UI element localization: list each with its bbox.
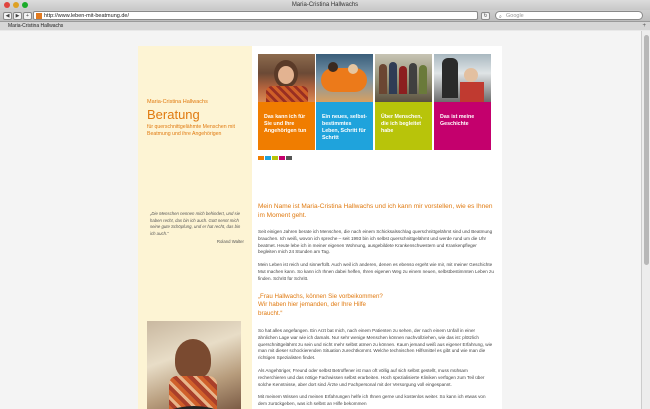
group-people-image xyxy=(375,54,432,102)
main-content xyxy=(258,166,494,409)
swatch-magenta xyxy=(279,156,285,160)
rescue-boat-image xyxy=(316,54,373,102)
site-subtitle: für querschnittgelähmte Menschen mit Beatmung und ihre Angehörigen xyxy=(147,124,235,137)
window-title: Maria-Cristina Hallwachs xyxy=(291,2,359,8)
paragraph-4: Als Angehöriger, Freund oder selbst Betroffener ist man oft völlig auf sich selbst gestellt, muss mühsam recherchieren und das nötige Fachwissen selbst erarbeiten. Hoch spezialisierte Kliniken verfügen zum Teil über solche Kenntnisse, aber dort sind Ärzte und Fachpersonal mit der Versorgung voll eingespannt. xyxy=(258,368,485,387)
web-viewport xyxy=(0,31,641,409)
add-bookmark-button[interactable]: + xyxy=(23,12,32,20)
color-swatches xyxy=(258,156,292,160)
left-column xyxy=(138,46,252,409)
nav-tile-story[interactable] xyxy=(434,54,491,150)
zoom-window-button[interactable] xyxy=(22,2,28,8)
nav-tile-services-label: Das kann ich für Sie und Ihre Angehörigen tun xyxy=(258,102,315,150)
favicon-icon xyxy=(36,13,42,19)
intro-headline: Mein Name ist Maria-Cristina Hallwachs und ich kann mir vorstellen, wie es Ihnen im Moment geht. xyxy=(258,203,493,219)
swatch-grey xyxy=(286,156,292,160)
search-field[interactable] xyxy=(495,11,643,20)
browser-toolbar xyxy=(0,10,650,22)
nav-tile-new-life-label: Ein neues, selbst-bestimmtes Leben, Schritt für Schritt xyxy=(316,102,373,150)
tab-active[interactable] xyxy=(0,22,650,30)
portrait-wheelchair-image xyxy=(147,321,241,409)
pull-quote: „Frau Hallwachs, können Sie vorbeikommen? Wir haben hier jemanden, der Ihre Hilfe braucht.“ xyxy=(258,292,383,317)
tab-label: Maria-Cristina Hallwachs xyxy=(8,23,64,29)
woman-portrait-image xyxy=(258,54,315,102)
forward-button[interactable]: ▶ xyxy=(13,12,22,20)
wheelchair-man-image xyxy=(434,54,491,102)
address-url: http://www.leben-mit-beatmung.de/ xyxy=(44,13,129,19)
new-tab-icon[interactable]: + xyxy=(642,23,646,29)
nav-tile-services[interactable] xyxy=(258,54,315,150)
quote-author: Roland Walter xyxy=(216,239,244,244)
portrait-head xyxy=(175,339,211,379)
tab-bar xyxy=(0,22,650,30)
vertical-scrollbar[interactable] xyxy=(641,31,650,409)
nav-tile-people[interactable] xyxy=(375,54,432,150)
back-button[interactable]: ◀ xyxy=(3,12,12,20)
swatch-blue xyxy=(265,156,271,160)
nav-tile-new-life[interactable] xyxy=(316,54,373,150)
close-window-button[interactable] xyxy=(4,2,10,8)
nav-tile-people-label: Über Menschen, die ich begleitet habe xyxy=(375,102,432,150)
site-owner-name: Maria-Cristina Hallwachs xyxy=(147,99,208,105)
search-icon: ⌕ xyxy=(499,14,502,20)
page-container xyxy=(138,46,502,409)
search-placeholder: Google xyxy=(506,13,524,19)
address-bar[interactable] xyxy=(33,11,478,20)
paragraph-5: Mit meinem Wissen und meinen Erfahrungen helfe ich Ihnen gerne und kostenlos weiter. So kann ich etwas von dem zurückgeben, was ich selbst an Hilfe bekommen xyxy=(258,394,486,407)
site-title[interactable]: Beratung xyxy=(147,107,200,122)
portrait-scarf xyxy=(169,376,217,409)
nav-tile-story-label: Das ist meine Geschichte xyxy=(434,102,491,150)
window-controls xyxy=(4,2,28,8)
minimize-window-button[interactable] xyxy=(13,2,19,8)
paragraph-2: Mein Leben ist reich und sinnerfüllt. Auch weil ich anderen, denen es ebenso ergeht wie mir, mit meiner Geschichte Mut machen kann. So kann ich Ihnen dabei helfen, Ihren eigenen Weg zu einem neuen, selbstbestimmten Leben zu finden. Schritt für Schritt. xyxy=(258,262,494,281)
window-titlebar xyxy=(0,0,650,10)
paragraph-1: Seit einigen Jahren berate ich Menschen, die nach einem Schicksalsschlag querschnittgelähmt sind und Beatmung brauchen. Ich weiß, wovon ich spreche – seit 1993 bin ich selbst querschnittgelähmt und werde rund um die Uhr beatmet. Heute lebe ich in meiner eigenen Wohnung, ausgebildete Krankenschwestern und Krankenpfleger begleiten mich 24 Stunden am Tag. xyxy=(258,229,493,255)
swatch-orange xyxy=(258,156,264,160)
quote-text: „Die Menschen nennen mich behindert, und sie haben recht, das bin ich auch. Gott nennt mich seine gute Schöpfung, und er hat recht, das bin ich auch.“ xyxy=(150,211,241,236)
swatch-green xyxy=(272,156,278,160)
paragraph-3: So hat alles angefangen. Ein Arzt bat mich, nach einem Patienten zu sehen, der nach einem Unfall in einer ähnlichen Lage war wie ich damals. Nur sehr wenige Menschen können nachvollziehen, wie das ist: plötzlich querschnittgelähmt zu sein und nicht mehr selbst atmen zu können. Kaum jemand weiß aus eigener Erfahrung, wie man mit dieser schockierenden Situation zurechtkommt. Welche technischen Hilfsmittel es gibt und wie man die richtigen Spezialisten findet. xyxy=(258,328,493,361)
reload-icon[interactable]: ↻ xyxy=(481,12,490,20)
scrollbar-thumb[interactable] xyxy=(644,35,649,265)
